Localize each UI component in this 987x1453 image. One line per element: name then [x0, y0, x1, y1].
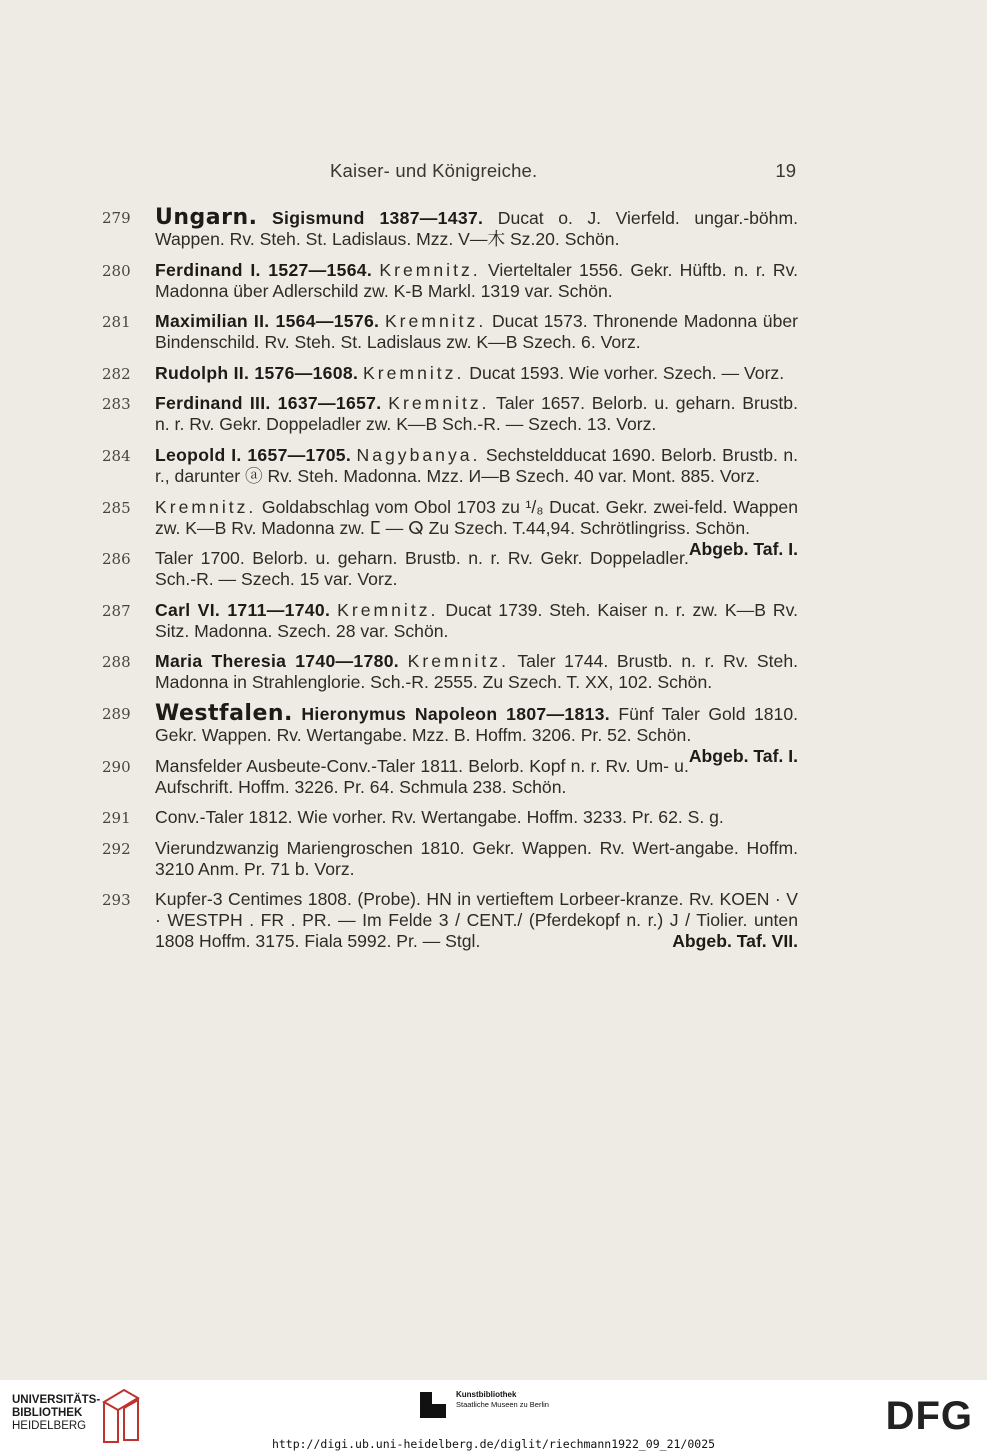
entry-number: 293	[102, 891, 131, 910]
entry-number: 279	[102, 209, 131, 227]
entry-mint: Kremnitz.	[155, 496, 257, 517]
entry-ruler: Hieronymus Napoleon 1807—1813.	[301, 703, 610, 724]
entry-number: 284	[102, 446, 131, 465]
kb-subtitle: Staatliche Museen zu Berlin	[456, 1400, 549, 1409]
entry-description: Taler 1700. Belorb. u. geharn. Brustb. n. r. Rv. Gekr. Doppeladler. Sch.-R. — Szech. 15 var. Vorz.	[155, 548, 689, 590]
entry-description: Ducat 1573. Thronende Madonna über Bindenschild. Rv. Steh. St. Ladislaus zw. K—B Szech. 6. Vorz.	[155, 311, 799, 353]
entry-mint: Kremnitz.	[337, 599, 439, 620]
entry-plate-reference: Abgeb. Taf. VII.	[672, 931, 798, 952]
entry-number: 288	[102, 653, 131, 672]
entry-description: Kupfer-3 Centimes 1808. (Probe). HN in vertieftem Lorbeer-kranze. Rv. KOEN · V · WESTPH . FR . PR. — Im Felde 3 / CENT./ (Pferdekopf n. r.) J / Tiolier. unten 1808 Hoffm. 3175. Fiala 5992. Pr. — Stgl.	[155, 889, 798, 952]
dfg-logo[interactable]: DFG	[885, 1394, 973, 1438]
catalog-entry	[98, 651, 798, 693]
entry-mint: Nagybanya.	[356, 444, 481, 465]
entry-number: 286	[102, 550, 131, 569]
catalog-entry	[98, 311, 798, 353]
catalog-entry	[98, 889, 798, 952]
catalog-entry	[98, 363, 798, 384]
entry-ruler: Carl VI. 1711—1740.	[155, 599, 331, 620]
entry-description: Ducat 1739. Steh. Kaiser n. r. zw. K—B Rv. Sitz. Madonna. Szech. 28 var. Schön.	[155, 599, 799, 641]
entry-number: 291	[102, 809, 131, 828]
entry-ruler: Maximilian II. 1564—1576.	[155, 311, 380, 332]
catalog-entry	[98, 496, 799, 559]
catalog-entry	[98, 807, 798, 828]
entry-number: 283	[102, 395, 131, 414]
entry-description: Mansfelder Ausbeute-Conv.-Taler 1811. Belorb. Kopf n. r. Rv. Um- u. Aufschrift. Hoffm. 3226. Pr. 64. Schmula 238. Schön.	[155, 755, 689, 797]
entry-mint: Kremnitz.	[388, 393, 490, 414]
entry-description: Ducat o. J. Vierfeld. ungar.-böhm. Wappen. Rv. Steh. St. Ladislaus. Mzz. V—木 Sz.20. Schön.	[155, 208, 798, 249]
catalog-entry	[98, 600, 798, 642]
entry-ruler: Sigismund 1387—1437.	[272, 208, 484, 228]
entry-ruler: Leopold I. 1657—1705.	[155, 444, 352, 465]
entry-description: Taler 1657. Belorb. u. geharn. Brustb. n. r. Rv. Gekr. Doppeladler zw. K—B Sch.-R. — Szech. 13. Vorz.	[155, 393, 798, 435]
entry-plate-reference: Abgeb. Taf. I.	[688, 745, 798, 766]
catalog-entry	[98, 548, 798, 590]
catalog-entry	[98, 838, 798, 880]
entry-ruler: Rudolph II. 1576—1608.	[155, 362, 359, 383]
entry-description: Vierteltaler 1556. Gekr. Hüftb. n. r. Rv. Madonna über Adlerschild zw. K-B Markl. 1319 var. Schön.	[155, 259, 799, 301]
entry-mint: Kremnitz.	[384, 311, 487, 332]
entry-description: Sechsteldducat 1690. Belorb. Brustb. n. r., darunter ⓐ Rv. Steh. Madonna. Mzz. И—B Szech. 40 var. Mont. 885. Vorz.	[155, 444, 798, 486]
entry-number: 282	[102, 364, 131, 383]
entry-mint: Kremnitz.	[407, 651, 509, 672]
entry-number: 289	[102, 704, 131, 723]
entry-mint: Kremnitz.	[379, 259, 481, 280]
ub-heidelberg-wordmark: UNIVERSITÄTS- BIBLIOTHEK HEIDELBERG	[12, 1394, 101, 1432]
ub-heidelberg-logo[interactable]	[12, 1388, 142, 1444]
entry-description: Conv.-Taler 1812. Wie vorher. Rv. Wertangabe. Hoffm. 3233. Pr. 62. S. g.	[155, 807, 724, 828]
permalink-url[interactable]: http://digi.ub.uni-heidelberg.de/diglit/riechmann1922_09_21/0025	[271, 1437, 716, 1451]
running-head	[150, 160, 800, 184]
catalog-entry	[98, 445, 798, 487]
catalog-entry	[98, 756, 798, 798]
ub-heidelberg-mark-icon	[102, 1388, 142, 1444]
entry-number: 280	[102, 261, 131, 280]
entry-description: Ducat 1593. Wie vorher. Szech. — Vorz.	[469, 362, 785, 383]
entry-number: 287	[102, 601, 131, 620]
entry-country: Ungarn.	[155, 205, 258, 230]
running-head-title: Kaiser- und Königreiche.	[330, 160, 538, 181]
kunstbibliothek-mark-icon	[420, 1392, 446, 1418]
entry-ruler: Ferdinand III. 1637—1657.	[155, 393, 382, 414]
entry-description: Taler 1744. Brustb. n. r. Rv. Steh. Madonna in Strahlenglorie. Sch.-R. 2555. Zu Szech. T. XX, 102. Schön.	[155, 651, 798, 693]
page-number: 19	[775, 160, 796, 181]
entry-description: Goldabschlag vom Obol 1703 zu ¹/₈ Ducat. Gekr. zwei-feld. Wappen zw. K—B Rv. Madonna zw. ⵎ — ⵕ Zu Szech. T.44,94. Schrötlingriss. Schön.	[155, 496, 799, 538]
entry-mint: Kremnitz.	[363, 362, 465, 383]
entry-number: 290	[102, 757, 131, 776]
entry-ruler: Ferdinand I. 1527—1564.	[155, 259, 373, 280]
entry-number: 285	[102, 498, 131, 517]
catalog-entries	[98, 207, 798, 962]
entry-description: Vierundzwanzig Mariengroschen 1810. Gekr. Wappen. Rv. Wert-angabe. Hoffm. 3210 Anm. Pr. 71 b. Vorz.	[155, 837, 798, 879]
entry-ruler: Maria Theresia 1740—1780.	[155, 651, 399, 672]
entry-number: 281	[102, 313, 131, 332]
catalog-entry	[98, 207, 798, 250]
catalog-entry	[98, 260, 798, 302]
catalog-entry	[98, 393, 798, 435]
entry-country: Westfalen.	[155, 700, 293, 726]
entry-description: Fünf Taler Gold 1810. Gekr. Wappen. Rv. Wertangabe. Mzz. B. Hoffm. 3206. Pr. 52. Schön.	[155, 703, 798, 745]
entry-number: 292	[102, 839, 131, 858]
kunstbibliothek-logo[interactable]	[420, 1390, 620, 1430]
kb-name: Kunstbibliothek	[456, 1390, 517, 1399]
catalog-entry	[98, 700, 798, 766]
entry-plate-reference: Abgeb. Taf. I.	[688, 538, 798, 559]
digitization-footer	[0, 1380, 987, 1453]
